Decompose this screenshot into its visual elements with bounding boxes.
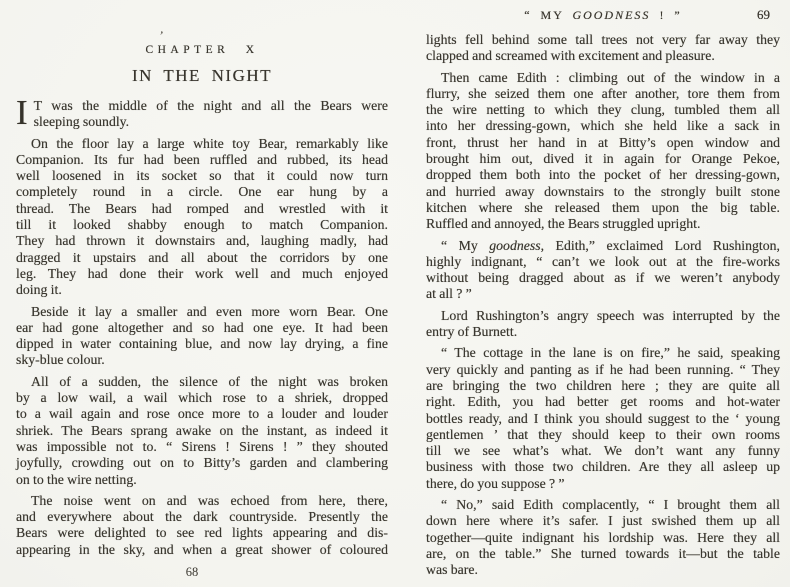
text-line: very quickly and panting as if he had been running. “ They	[426, 361, 780, 377]
running-header-text: “ MY GOODNESS ! ”	[524, 8, 682, 22]
text-line: business with those two children. Are they all asleep up	[426, 459, 780, 475]
text-line: kitchen where she released them upon the big table.	[426, 199, 780, 215]
text-line: Companion. Its fur had been ruffled and rubbed, its head	[16, 151, 388, 167]
text-line: “ The cottage in the lane is on fire,” he said, speaking	[441, 345, 780, 361]
text-line: to a wail again and rose once more to a louder and louder	[16, 406, 388, 422]
chapter-heading: CHAPTER X	[145, 44, 259, 56]
paragraph	[426, 238, 780, 303]
page-right	[426, 8, 780, 579]
page-right-text	[426, 32, 780, 579]
text-line: sky-blue colour.	[16, 352, 105, 368]
text-line: They had thrown it downstairs and, laughing madly, had	[16, 233, 388, 249]
text-line: are bringing the two children here ; they are quite all	[426, 377, 780, 393]
text-line: Ruffled and annoyed, the Bears struggled upright.	[426, 216, 701, 232]
text-line: without being dragged about as if we weren’t anybody	[426, 270, 780, 286]
text-line: was bare.	[426, 562, 478, 578]
page-number-right: 69	[757, 7, 770, 22]
paragraph	[426, 308, 780, 341]
paragraph	[16, 304, 388, 369]
text-line: gentlemen ’ that they should keep to their own rooms	[426, 426, 780, 442]
text-line: highly indignant, “ can’t we look out at the fire-works	[426, 253, 780, 269]
text-line: brought him out, dived it in again for Orange Pekoe,	[426, 151, 780, 167]
text-line: was impossible not to. “ Sirens ! Sirens ! ” they shouted	[16, 438, 388, 454]
page-left	[16, 44, 388, 580]
text-line: into her dressing-gown, which she held like a sack in	[426, 118, 780, 134]
text-line: dropped them both into the pocket of her dressing-gown,	[426, 167, 780, 183]
text-line: leg. They had done their work well and much enjoyed	[16, 265, 388, 281]
text-line: till it looked shabby enough to match Companion.	[16, 217, 388, 233]
text-line: by a low wail, a wail which rose to a shriek, dropped	[16, 390, 388, 406]
text-line: clapped and screamed with excitement and pleasure.	[426, 48, 715, 64]
text-line: are, on the table.” She turned towards it—but the table	[426, 545, 780, 561]
drop-cap: I	[16, 93, 28, 132]
text-line: together—quite indignant his lordship was. Here they all	[426, 529, 780, 545]
text-line: bottles ready, and I think you should suggest to the ‘ young	[426, 410, 780, 426]
text-line: T was the middle of the night and all the Bears were	[33, 98, 388, 113]
text-line: till we see what’s what. We don’t want any funny	[426, 443, 780, 459]
text-line: All of a sudden, the silence of the night was broken	[31, 373, 388, 389]
running-header	[426, 8, 780, 22]
text-line: and hurried away downstairs to the strongly built stone	[426, 183, 780, 199]
paragraph	[16, 93, 388, 132]
text-line: ear had gone altogether and so had one eye. It had been	[16, 319, 388, 335]
paragraph	[426, 70, 780, 233]
page-number-left: 68	[185, 565, 199, 580]
text-line: right. Edith, you had better get rooms and hot-water	[426, 394, 780, 410]
text-line: thread. The Bears had romped and wrestled with it	[16, 200, 388, 216]
text-line: “ No,” said Edith complacently, “ I brought them all	[441, 497, 780, 513]
text-line: flurry, she seized them one after another, tore them from	[426, 85, 780, 101]
text-line: joyfully, crowding out on to Bitty’s garden and clambering	[16, 455, 388, 471]
text-line: entry of Burnett.	[426, 324, 518, 340]
text-line: Bears were delighted to see red lights appearing and dis-	[16, 525, 388, 541]
text-line: Lord Rushington’s angry speech was interrupted by the	[441, 307, 780, 323]
text-line: down here where it’s safer. I just swished them up all	[426, 513, 780, 529]
paragraph	[426, 345, 780, 492]
text-line: the wire netting to which they clung, tumbled them all	[426, 102, 780, 118]
paragraph	[16, 493, 388, 558]
text-line: dipped in water containing blue, and now lay drying, a fine	[16, 336, 388, 352]
paragraph	[16, 374, 388, 488]
text-line: dragged it upstairs and all about the corridors by one	[16, 249, 388, 265]
text-line: The noise went on and was echoed from here, there,	[31, 492, 388, 508]
text-line: well loosened in its socket so that it could now turn	[16, 168, 388, 184]
paragraph	[426, 497, 780, 578]
text-line: there, do you suppose ? ”	[426, 475, 565, 491]
text-line: On the floor lay a large white toy Bear, remarkably like	[31, 135, 388, 151]
text-line: at all ? ”	[426, 286, 472, 302]
text-line: sleeping soundly.	[33, 114, 130, 130]
paragraph	[16, 136, 388, 299]
text-line: and everywhere about the dark countryside. Presently the	[16, 509, 388, 525]
text-line: “ My goodness, Edith,” exclaimed Lord Rushington,	[441, 237, 781, 253]
text-line: shriek. The Bears sprang awake on the instant, as indeed it	[16, 422, 388, 438]
ink-speck: ’	[158, 27, 165, 44]
text-line: on to the wire netting.	[16, 471, 137, 487]
text-line: doing it.	[16, 282, 62, 298]
text-line: front, thrust her hand in at Bitty’s open window and	[426, 134, 780, 150]
paragraph	[426, 32, 780, 65]
text-line: completely round in a circle. One ear hung by a	[16, 184, 388, 200]
page-left-text	[16, 93, 388, 558]
text-line: lights fell behind some tall trees not very far away they	[426, 32, 780, 47]
text-line: Beside it lay a smaller and even more worn Bear. One	[31, 303, 388, 319]
chapter-title: IN THE NIGHT	[131, 66, 273, 85]
text-line: appearing in the sky, and when a great shower of coloured	[16, 541, 388, 557]
text-line: Then came Edith : climbing out of the window in a	[441, 69, 780, 85]
